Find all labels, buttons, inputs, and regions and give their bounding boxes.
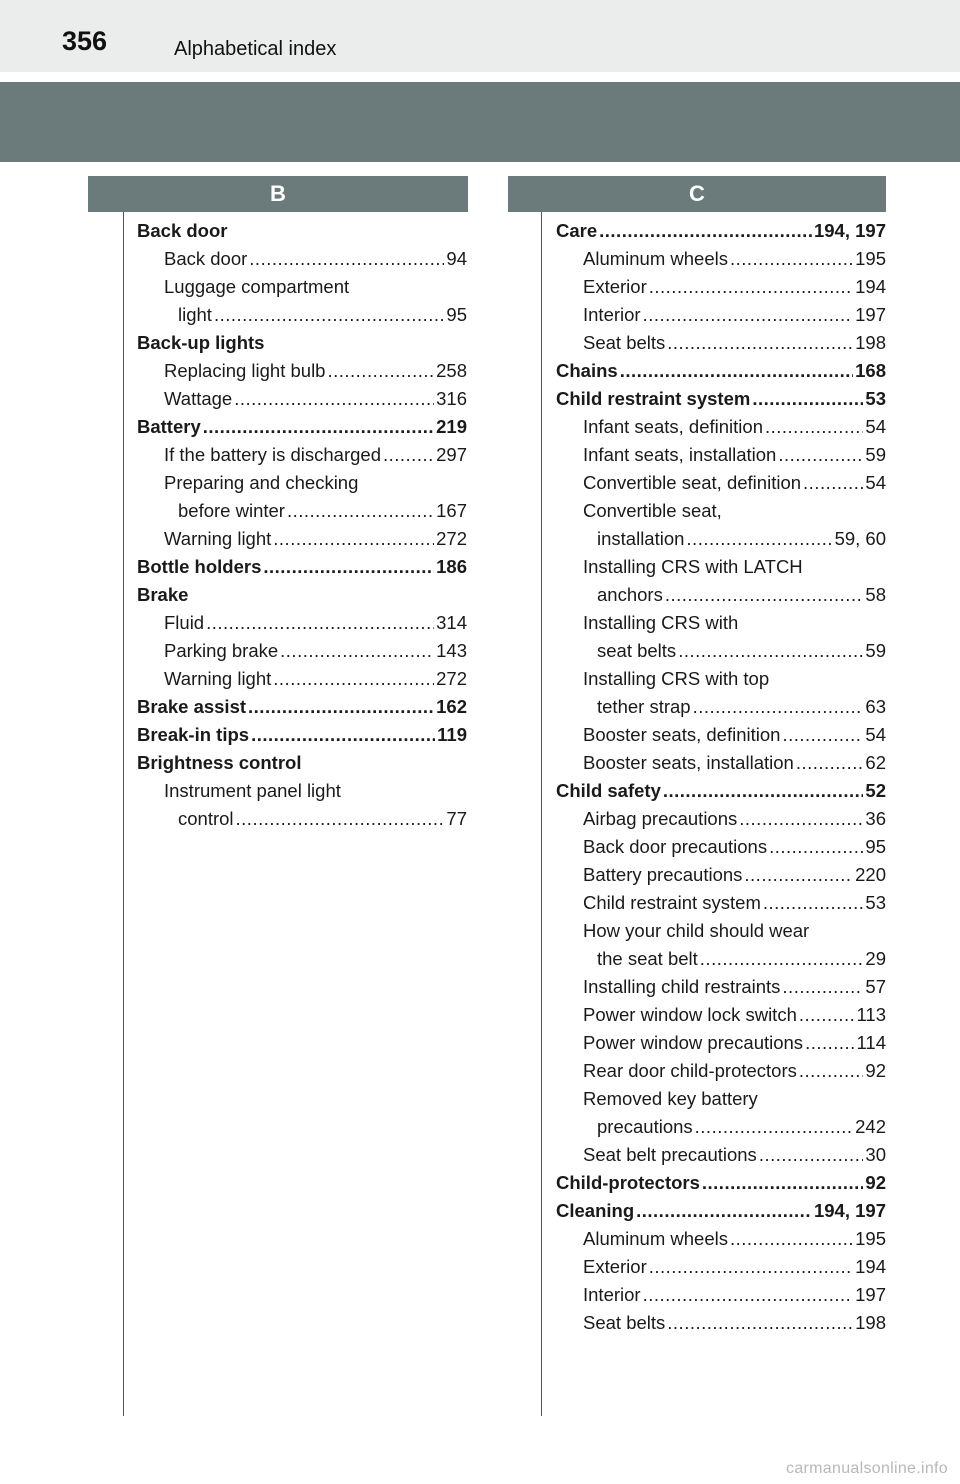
index-entry: [137, 609, 467, 637]
entry-label: Exterior: [583, 1256, 647, 1277]
index-entry: [556, 721, 886, 749]
page-header: [0, 0, 960, 72]
index-entry: [556, 385, 886, 413]
index-entry: [556, 805, 886, 833]
index-entry: [556, 301, 886, 329]
entry-label: Removed key battery: [583, 1088, 758, 1109]
entry-label: Interior: [583, 1284, 641, 1305]
dot-leader: [686, 525, 832, 553]
index-entry: [137, 637, 467, 665]
index-entry: [137, 721, 467, 749]
entry-label: Fluid: [164, 612, 205, 633]
entry-page-link[interactable]: 316: [436, 388, 467, 409]
entry-label: Child safety: [556, 780, 661, 801]
entry-page-link[interactable]: 162: [436, 696, 467, 717]
entry-label: Installing CRS with: [583, 612, 739, 633]
entry-label: Installing CRS with LATCH: [583, 556, 803, 577]
index-entry: [556, 581, 886, 609]
entry-page-link[interactable]: 30: [865, 1144, 886, 1165]
section-letter-c: C: [508, 176, 886, 212]
entry-label: Back door: [137, 220, 228, 241]
dot-leader: [667, 329, 853, 357]
dot-leader: [752, 385, 863, 413]
page-number: 356: [62, 26, 108, 56]
entry-label: Parking brake: [164, 640, 279, 661]
entry-page-link[interactable]: 77: [446, 808, 467, 829]
entry-label: Care: [556, 220, 598, 241]
index-entry: [556, 525, 886, 553]
header-band: [0, 82, 960, 162]
index-entry: [556, 441, 886, 469]
dot-leader: [620, 357, 853, 385]
entry-label: Rear door child-protectors: [583, 1060, 797, 1081]
entry-page-link[interactable]: 195: [855, 248, 886, 269]
entry-label: Seat belts: [583, 1312, 666, 1333]
dot-leader: [236, 805, 445, 833]
dot-leader: [599, 217, 812, 245]
index-entry: [556, 1085, 886, 1113]
entry-label: Installing CRS with top: [583, 668, 770, 689]
index-entry: [556, 245, 886, 273]
dot-leader: [730, 1225, 853, 1253]
entry-label: Seat belt precautions: [583, 1144, 757, 1165]
entry-page-link[interactable]: 198: [855, 332, 886, 353]
dot-leader: [643, 301, 854, 329]
entry-label: Child-protectors: [556, 1172, 700, 1193]
index-entry: [137, 777, 467, 805]
entry-page-link[interactable]: 95: [446, 304, 467, 325]
entry-label: Infant seats, installation: [583, 444, 777, 465]
entry-page-link[interactable]: 143: [436, 640, 467, 661]
dot-leader: [744, 861, 853, 889]
entry-page-link[interactable]: 94: [446, 248, 467, 269]
entry-page-link[interactable]: 52: [865, 780, 886, 801]
entry-label: Brake: [137, 584, 189, 605]
entry-page-link[interactable]: 113: [856, 1004, 886, 1025]
dot-leader: [327, 357, 434, 385]
index-entry: [556, 917, 886, 945]
entry-label: How your child should wear: [583, 920, 810, 941]
index-entry: [556, 1253, 886, 1281]
dot-leader: [273, 525, 434, 553]
entry-label: Convertible seat, definition: [583, 472, 802, 493]
entry-page-link[interactable]: 57: [865, 976, 886, 997]
index-entry: [556, 1029, 886, 1057]
entry-label: Brake assist: [137, 696, 247, 717]
dot-leader: [249, 245, 444, 273]
entry-page-link[interactable]: 54: [865, 472, 886, 493]
entry-label: Airbag precautions: [583, 808, 738, 829]
dot-leader: [763, 889, 864, 917]
entry-page-link[interactable]: 62: [865, 752, 886, 773]
index-entry: [137, 413, 467, 441]
index-entry: [137, 525, 467, 553]
index-entry: [137, 301, 467, 329]
entry-page-link[interactable]: 95: [865, 836, 886, 857]
entry-page-link[interactable]: 54: [865, 724, 886, 745]
index-entry: [137, 497, 467, 525]
index-entry: [556, 833, 886, 861]
dot-leader: [273, 665, 434, 693]
dot-leader: [765, 413, 863, 441]
dot-leader: [636, 1197, 812, 1225]
index-entry: [137, 441, 467, 469]
entry-page-link[interactable]: 63: [865, 696, 886, 717]
entry-page-link[interactable]: 53: [865, 892, 886, 913]
entry-page-link[interactable]: 194: [855, 1256, 886, 1277]
index-entry: [137, 469, 467, 497]
dot-leader: [695, 1113, 853, 1141]
entry-label: Child restraint system: [583, 892, 761, 913]
entry-label: If the battery is discharged: [164, 444, 381, 465]
dot-leader: [263, 553, 434, 581]
dot-leader: [248, 693, 434, 721]
dot-leader: [778, 441, 863, 469]
index-entry: [556, 329, 886, 357]
entry-page-link[interactable]: 197: [855, 1284, 886, 1305]
page-title: Alphabetical index: [174, 38, 337, 60]
dot-leader: [206, 609, 434, 637]
dot-leader: [796, 749, 864, 777]
entry-label: Interior: [583, 304, 641, 325]
index-entry: [137, 553, 467, 581]
entry-page-link[interactable]: 195: [855, 1228, 886, 1249]
index-entry: [556, 1169, 886, 1197]
index-entry: [556, 973, 886, 1001]
index-entry: [556, 1225, 886, 1253]
entry-label: Cleaning: [556, 1200, 635, 1221]
dot-leader: [799, 1057, 864, 1085]
entry-page-link[interactable]: 297: [436, 444, 467, 465]
dot-leader: [678, 637, 863, 665]
entry-label: Warning light: [164, 668, 272, 689]
entry-page-link[interactable]: 29: [865, 948, 886, 969]
entry-label: Child restraint system: [556, 388, 751, 409]
entry-label: light: [178, 304, 212, 325]
index-column-b: [137, 217, 467, 833]
dot-leader: [383, 441, 434, 469]
entry-page-link[interactable]: 194, 197: [813, 220, 886, 241]
entry-label: Battery: [137, 416, 201, 437]
dot-leader: [665, 581, 864, 609]
entry-label: Chains: [556, 360, 618, 381]
index-entry: [556, 1113, 886, 1141]
entry-label: Convertible seat,: [583, 500, 722, 521]
entry-label: Instrument panel light: [164, 780, 341, 801]
entry-page-link[interactable]: 198: [855, 1312, 886, 1333]
index-entry: [556, 861, 886, 889]
column-divider-c: [541, 212, 542, 1416]
entry-page-link[interactable]: 59, 60: [834, 528, 886, 549]
dot-leader: [663, 777, 864, 805]
entry-page-link[interactable]: 92: [865, 1060, 886, 1081]
entry-label: Exterior: [583, 276, 647, 297]
entry-label: Power window lock switch: [583, 1004, 797, 1025]
index-entry: [556, 1001, 886, 1029]
index-entry: [556, 413, 886, 441]
entry-page-link[interactable]: 194, 197: [813, 1200, 886, 1221]
index-entry: [137, 245, 467, 273]
entry-label: Booster seats, definition: [583, 724, 781, 745]
index-entry: [137, 385, 467, 413]
entry-label: the seat belt: [597, 948, 698, 969]
index-entry: [137, 329, 467, 357]
dot-leader: [203, 413, 434, 441]
entry-page-link[interactable]: 54: [865, 416, 886, 437]
index-entry: [556, 1197, 886, 1225]
dot-leader: [782, 973, 863, 1001]
index-entry: [556, 273, 886, 301]
index-entry: [556, 1057, 886, 1085]
entry-label: installation: [597, 528, 685, 549]
dot-leader: [702, 1169, 864, 1197]
index-entry: [556, 497, 886, 525]
entry-page-link[interactable]: 219: [436, 416, 467, 437]
dot-leader: [649, 1253, 853, 1281]
index-entry: [556, 637, 886, 665]
dot-leader: [214, 301, 444, 329]
index-entry: [556, 553, 886, 581]
entry-label: Booster seats, installation: [583, 752, 794, 773]
index-entry: [137, 217, 467, 245]
dot-leader: [643, 1281, 854, 1309]
dot-leader: [769, 833, 863, 861]
entry-label: Aluminum wheels: [583, 1228, 728, 1249]
index-entry: [556, 749, 886, 777]
dot-leader: [667, 1309, 853, 1337]
entry-page-link[interactable]: 167: [436, 500, 467, 521]
entry-label: control: [178, 808, 234, 829]
entry-page-link[interactable]: 197: [855, 304, 886, 325]
entry-page-link[interactable]: 36: [865, 808, 886, 829]
entry-label: Preparing and checking: [164, 472, 359, 493]
entry-label: Aluminum wheels: [583, 248, 728, 269]
entry-page-link[interactable]: 272: [436, 528, 467, 549]
entry-label: Replacing light bulb: [164, 360, 326, 381]
index-entry: [137, 357, 467, 385]
index-entry: [556, 609, 886, 637]
index-entry: [556, 1141, 886, 1169]
entry-label: Back door precautions: [583, 836, 768, 857]
index-column-c: [556, 217, 886, 1337]
entry-page-link[interactable]: 53: [865, 388, 886, 409]
dot-leader: [700, 945, 864, 973]
entry-label: Seat belts: [583, 332, 666, 353]
entry-label: anchors: [597, 584, 663, 605]
entry-page-link[interactable]: 59: [865, 640, 886, 661]
entry-label: Power window precautions: [583, 1032, 804, 1053]
dot-leader: [280, 637, 434, 665]
entry-page-link[interactable]: 314: [436, 612, 467, 633]
entry-page-link[interactable]: 242: [855, 1116, 886, 1137]
index-entry: [556, 777, 886, 805]
index-entry: [556, 469, 886, 497]
column-divider-b: [123, 212, 124, 1416]
index-entry: [556, 693, 886, 721]
section-letter-b: B: [88, 176, 468, 212]
dot-leader: [782, 721, 863, 749]
entry-label: seat belts: [597, 640, 677, 661]
entry-label: tether strap: [597, 696, 691, 717]
dot-leader: [730, 245, 853, 273]
index-entry: [137, 665, 467, 693]
entry-page-link[interactable]: 59: [865, 444, 886, 465]
index-entry: [556, 1281, 886, 1309]
index-entry: [556, 1309, 886, 1337]
dot-leader: [805, 1029, 854, 1057]
index-entry: [556, 945, 886, 973]
entry-label: Luggage compartment: [164, 276, 350, 297]
entry-label: Battery precautions: [583, 864, 743, 885]
index-entry: [556, 665, 886, 693]
entry-page-link[interactable]: 114: [856, 1032, 886, 1053]
index-entry: [137, 273, 467, 301]
watermark: carmanualsonline.info: [786, 1460, 948, 1477]
dot-leader: [649, 273, 853, 301]
index-entry: [137, 749, 467, 777]
entry-page-link[interactable]: 258: [436, 360, 467, 381]
entry-label: Bottle holders: [137, 556, 262, 577]
dot-leader: [693, 693, 864, 721]
index-entry: [556, 889, 886, 917]
entry-page-link[interactable]: 272: [436, 668, 467, 689]
dot-leader: [739, 805, 863, 833]
entry-label: before winter: [178, 500, 285, 521]
index-entry: [137, 581, 467, 609]
index-entry: [137, 693, 467, 721]
dot-leader: [234, 385, 434, 413]
entry-page-link[interactable]: 58: [865, 584, 886, 605]
index-entry: [556, 357, 886, 385]
entry-label: Brightness control: [137, 752, 302, 773]
entry-label: Wattage: [164, 388, 233, 409]
dot-leader: [759, 1141, 864, 1169]
entry-page-link[interactable]: 186: [436, 556, 467, 577]
entry-label: precautions: [597, 1116, 693, 1137]
entry-label: Warning light: [164, 528, 272, 549]
entry-page-link[interactable]: 220: [855, 864, 886, 885]
entry-label: Break-in tips: [137, 724, 250, 745]
index-entry: [137, 805, 467, 833]
entry-label: Infant seats, definition: [583, 416, 763, 437]
entry-page-link[interactable]: 119: [437, 724, 467, 745]
entry-label: Back door: [164, 248, 248, 269]
dot-leader: [803, 469, 863, 497]
entry-label: Back-up lights: [137, 332, 265, 353]
index-entry: [556, 217, 886, 245]
entry-label: Installing child restraints: [583, 976, 781, 997]
entry-page-link[interactable]: 92: [865, 1172, 886, 1193]
dot-leader: [251, 721, 435, 749]
entry-page-link[interactable]: 168: [855, 360, 886, 381]
dot-leader: [799, 1001, 855, 1029]
entry-page-link[interactable]: 194: [855, 276, 886, 297]
dot-leader: [287, 497, 434, 525]
